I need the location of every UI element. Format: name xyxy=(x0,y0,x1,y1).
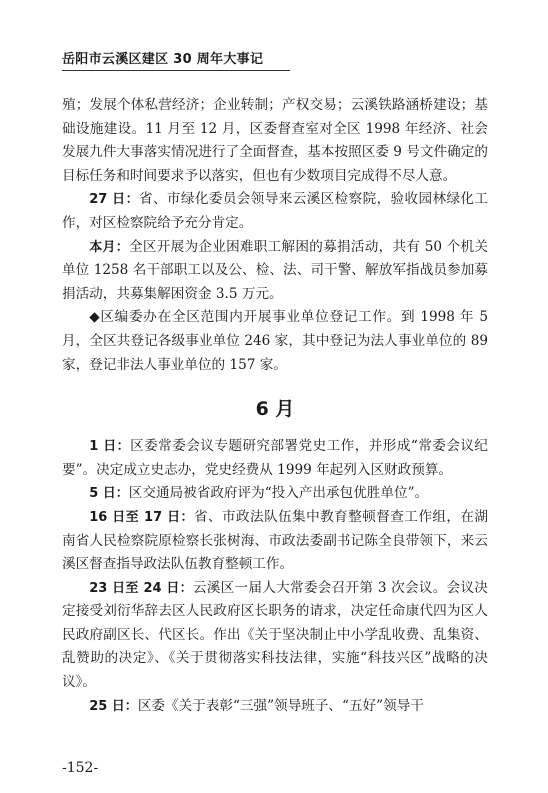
date-lead: 16 日至 17 日： xyxy=(89,509,194,525)
month-heading: 6 月 xyxy=(255,398,295,421)
paragraph xyxy=(62,188,488,235)
paragraph xyxy=(62,695,488,719)
paragraph xyxy=(62,506,488,577)
paragraph-text: 区委《关于表彰“三强”领导班子、“五好”领导干 xyxy=(137,697,424,714)
page-body xyxy=(62,94,488,718)
paragraph-text: 区委常委会议专题研究部署党史工作，并形成“常委会议纪要”。决定成立史志办，党史经费从 1999 年起列入区财政预算。 xyxy=(62,438,488,478)
date-lead: 本月： xyxy=(89,239,130,255)
header-rule xyxy=(62,70,290,71)
paragraph xyxy=(62,577,488,695)
paragraph xyxy=(62,236,488,307)
date-lead: 27 日： xyxy=(89,192,139,208)
date-lead: 23 日至 24 日： xyxy=(89,580,193,596)
paragraph-text: 区交通局被省政府评为“投入产出承包优胜单位”。 xyxy=(128,485,429,502)
date-lead: 1 日： xyxy=(89,439,131,455)
paragraph-text: 全区开展为企业困难职工解困的募捐活动，共有 50 个机关单位 1258 名干部职工以及公、检、法、司干警、解放军指战员参加募捐活动，共募集解困资金 3.5 万元。 xyxy=(62,238,488,302)
paragraph-text: 省、市政法队伍集中教育整顿督查工作组，在湖南省人民检察院原检察长张树海、市政法委副书记陈全良带领下，来云溪区督查指导政法队伍教育整顿工作。 xyxy=(62,508,488,573)
running-header: 岳阳市云溪区建区 30 周年大事记 xyxy=(62,52,264,67)
page-number: -152- xyxy=(62,760,99,776)
paragraph-text: 云溪区一届人大常委会召开第 3 次会议。会议决定接受刘衍华辞去区人民政府区长职务的请求，决定任命康代四为区人民政府副区长、代区长。作出《关于坚决制止中小学乱收费、乱集资、乱赞助的决定》、《关于贯彻落实科技法律，实施“科技兴区”战略的决议》。 xyxy=(62,579,488,691)
paragraph xyxy=(62,482,488,506)
paragraph-text: 殖；发展个体私营经济；企业转制；产权交易；云溪铁路涵桥建设；基础设施建设。11 月至 12 月，区委督查室对全区 1998 年经济、社会发展九件大事落实情况进行了全面督查，基本按照区委 9 号文件确定的目标任务和时间要求予以落实，但也有少数项目完成得不尽人意。 xyxy=(62,97,488,184)
paragraph-text: 省、市绿化委员会领导来云溪区检察院，验收园林绿化工作，对区检察院给予充分肯定。 xyxy=(62,191,489,231)
paragraph xyxy=(62,306,488,377)
paragraph xyxy=(62,435,488,482)
date-lead: 5 日： xyxy=(89,486,129,502)
paragraph-text: ◆区编委办在全区范围内开展事业单位登记工作。到 1998 年 5 月，全区共登记各级事业单位 246 家，其中登记为法人事业单位的 89 家，登记非法人事业单位的 157 家。 xyxy=(62,309,488,373)
date-lead: 25 日： xyxy=(89,698,138,714)
paragraph xyxy=(62,94,488,188)
